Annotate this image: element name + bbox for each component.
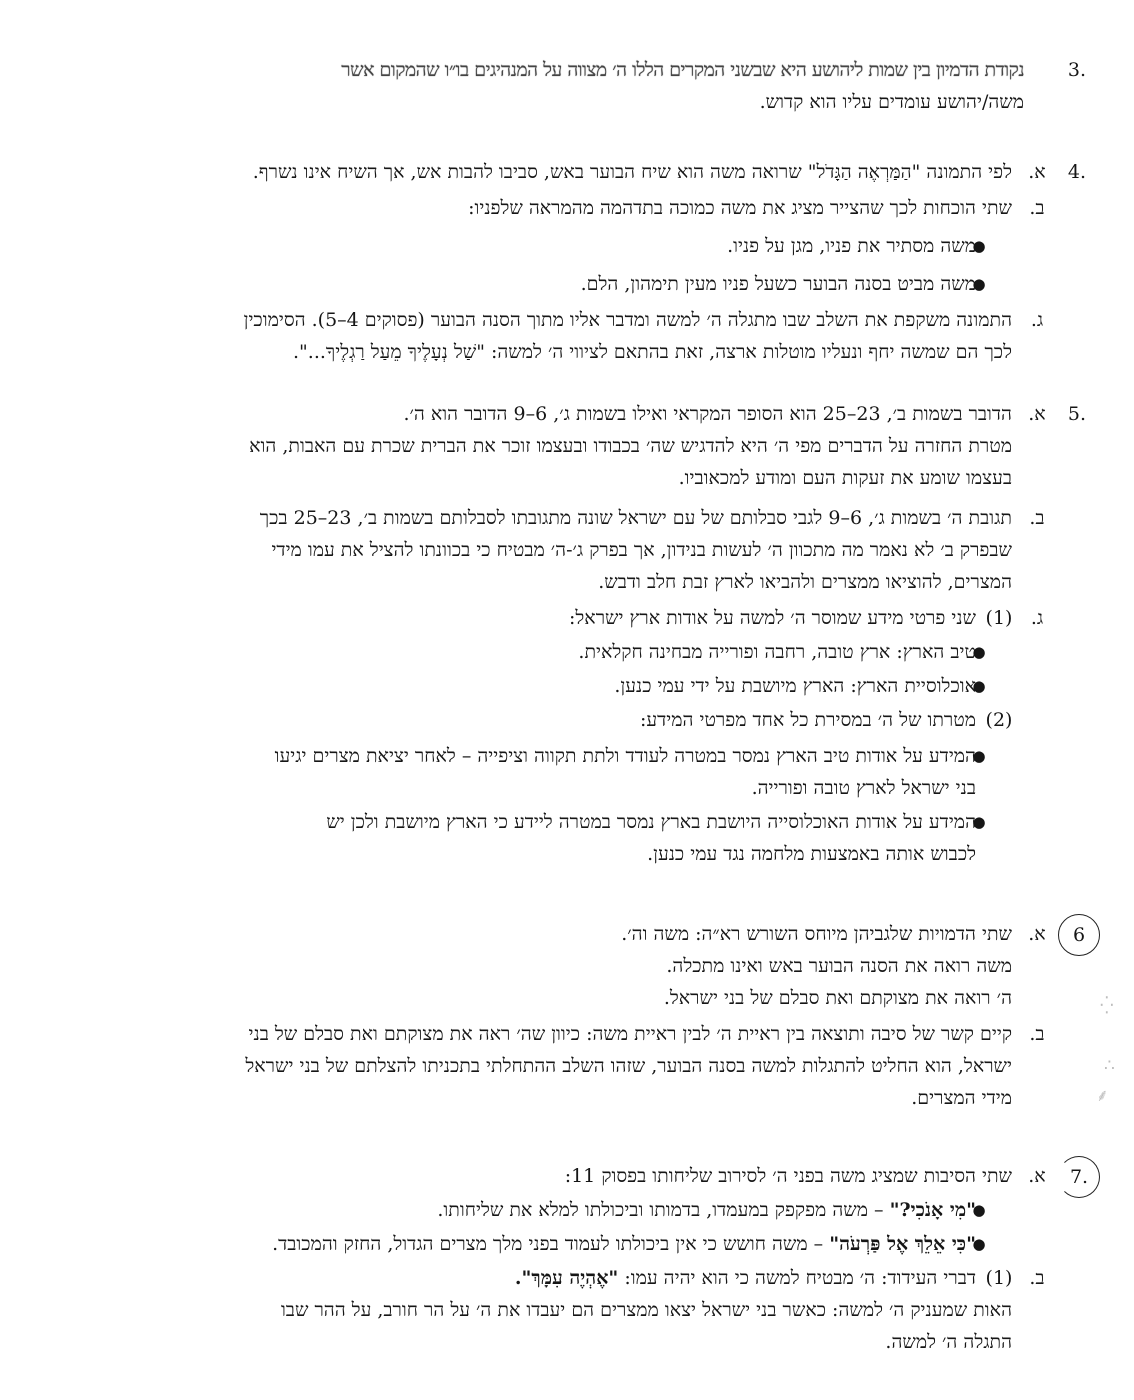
margin-scribble-icon: ⁛ xyxy=(1100,996,1114,1016)
bullet-text: המידע על אודות האוכלוסייה היושבת בארץ נמסר במטרה ליידע כי הארץ מיושבת ולכן יש xyxy=(326,811,976,833)
question-3 xyxy=(0,54,1134,118)
bullet-text: משה מביט בסנה הבוער כשעל פניו מעין תימהון, הלם. xyxy=(580,273,976,295)
answer-line: שתי הדמויות שלגביהן מיוחס השורש רא״ה: משה וה׳. xyxy=(621,923,1012,945)
question-4 xyxy=(0,156,1134,368)
part-letter: ב. xyxy=(1029,197,1045,219)
part-letter: א. xyxy=(1028,923,1046,945)
bullet-explanation: – משה מפקפק במעמדו, בדמותו וביכולתו למלא את שליחותו. xyxy=(437,1199,890,1221)
part-letter: א. xyxy=(1028,403,1046,425)
answer-line: משה רואה את הסנה הבוער באש ואינו מתכלה. xyxy=(666,955,1012,977)
answer-line: ישראל, הוא החליט להתגלות למשה בסנה הבוער, שזהו השלב ההתחלתי בתכניתו להצלתם של בני ישראל xyxy=(245,1055,1012,1077)
bullet-icon: ● xyxy=(972,275,986,293)
answer-line: תגובת ה׳ בשמות ג׳, 6–9 לגבי סבלותם של עם ישראל שונה מתגובתו לסבלותם בשמות ב׳, 23–25 בכך xyxy=(259,507,1012,529)
answer-line: קיים קשר של סיבה ותוצאה בין ראיית ה׳ לבין ראיית משה: כיוון שה׳ ראה את מצוקתם ואת סבלם של בני xyxy=(248,1023,1012,1045)
bullet-text: טיב הארץ: ארץ טובה, רחבה ופורייה מבחינה חקלאית. xyxy=(578,641,976,663)
answer-line: מטרת החזרה על הדברים מפי ה׳ היא להדגיש שה׳ בכבודו ובעצמו זוכר את הברית שכרת עם האבות, הוא xyxy=(249,435,1012,457)
answer-line: שבפרק ב׳ לא נאמר מה מתכוון ה׳ לעשות בנידון, אך בפרק ג׳-ה׳ מבטיח כי בכוונתו להציל את עמו מידי xyxy=(271,539,1012,561)
bullet-text: בני ישראל לארץ טובה ופורייה. xyxy=(751,777,976,799)
bullet-icon: ● xyxy=(972,1235,986,1253)
answer-line: ה׳ רואה את מצוקתם ואת סבלם של בני ישראל. xyxy=(663,987,1012,1009)
part-letter: ג. xyxy=(1030,607,1044,629)
question-5 xyxy=(0,398,1134,870)
answer-line: התמונה משקפת את השלב שבו מתגלה ה׳ למשה ומדבר אליו מתוך הסנה הבוער (פסוקים 4–5). הסימוכין xyxy=(243,309,1012,331)
answer-line: בעצמו שומע את זעקות העם ומודע למכאוביו. xyxy=(678,467,1012,489)
margin-scribble-icon: ⸙ xyxy=(1096,1086,1109,1106)
bullet-icon: ● xyxy=(972,1201,986,1219)
answer-line: מטרתו של ה׳ במסירת כל אחד מפרטי המידע: xyxy=(639,709,976,731)
quote-text: "כִּי אֵלֵךְ אֶל פַּרְעֹה" xyxy=(829,1233,976,1255)
bullet-icon: ● xyxy=(972,677,986,695)
part-letter: ב. xyxy=(1029,1267,1045,1289)
answer-line: מידי המצרים. xyxy=(911,1087,1012,1109)
answer-line: לכך הם שמשה יחף ונעליו מוטלות ארצה, זאת בהתאם לציווי ה׳ למשה: "שַׁל נְעָלֶיךָ מֵעַל רַגְלֶיךָ...". xyxy=(293,341,1012,363)
question-number: .5 xyxy=(1067,403,1087,425)
bullet-icon: ● xyxy=(972,237,986,255)
margin-scribble-icon: ∴ xyxy=(1104,1056,1115,1076)
question-number: .3 xyxy=(1067,59,1087,81)
part-letter: ב. xyxy=(1029,1023,1045,1045)
answer-line: התגלה ה׳ למשה. xyxy=(885,1331,1012,1353)
answer-line: המצרים, להוציאו ממצרים ולהביאו לארץ זבת חלב ודבש. xyxy=(598,571,1012,593)
part-letter: א. xyxy=(1028,161,1046,183)
bullet-icon: ● xyxy=(972,747,986,765)
subpart-number: (1) xyxy=(985,607,1013,629)
bullet-icon: ● xyxy=(972,643,986,661)
quote-text: "אֶהְיֶה עִמָּךְ". xyxy=(514,1267,619,1289)
subpart-number: (2) xyxy=(985,709,1013,731)
bullet-text xyxy=(90,1228,976,1260)
answer-line: הדובר בשמות ב׳, 23–25 הוא הסופר המקראי ואילו בשמות ג׳, 6–9 הדובר הוא ה׳. xyxy=(403,403,1012,425)
encouragement-text: דברי העידוד: ה׳ מבטיח למשה כי הוא יהיה עמו: xyxy=(618,1267,976,1289)
question-7 xyxy=(0,1160,1134,1358)
answer-line xyxy=(90,1262,976,1294)
answer-line: שני פרטי מידע שמוסר ה׳ למשה על אודות ארץ ישראל: xyxy=(569,607,976,629)
bullet-text: המידע על אודות טיב הארץ נמסר במטרה לעודד ולתת תקווה וציפייה – לאחר יציאת מצרים יגיעו xyxy=(274,745,976,767)
answer-line: שתי הוכחות לכך שהצייר מציג את משה כמוכה בתדהמה מהמראה שלפניו: xyxy=(468,197,1012,219)
subpart-number: (1) xyxy=(985,1267,1013,1289)
bullet-explanation: – משה חושש כי אין ביכולתו לעמוד בפני מלך מצרים הגדול, החזק והמכובד. xyxy=(272,1233,830,1255)
bullet-text: לכבוש אותה באמצעות מלחמה נגד עמי כנען. xyxy=(647,843,976,865)
part-letter: א. xyxy=(1028,1165,1046,1187)
answer-line: משה/יהושע עומדים עליו הוא קדוש. xyxy=(759,91,1024,113)
answer-line: שתי הסיבות שמציג משה בפני ה׳ לסירוב שליחותו בפסוק 11: xyxy=(564,1165,1012,1187)
answer-line: נקודת הדמיון בין שמות ליהושע היא שבשני המקרים הללו ה׳ מצווה על המנהיגים בו״ו שהמקום אשר xyxy=(341,59,1024,81)
bullet-text xyxy=(90,1194,976,1226)
bullet-text: אוכלוסיית הארץ: הארץ מיושבת על ידי עמי כנען. xyxy=(614,675,976,697)
part-letter: ב. xyxy=(1029,507,1045,529)
part-letter: ג. xyxy=(1030,309,1044,331)
question-6 xyxy=(0,918,1134,1114)
quote-text: "מִי אָנֹכִי?" xyxy=(889,1199,976,1221)
answer-line: האות שמעניק ה׳ למשה: כאשר בני ישראל יצאו ממצרים הם יעבדו את ה׳ על הר חורב, על ההר שבו xyxy=(280,1299,1012,1321)
question-number-circled: .7 xyxy=(1058,1156,1100,1198)
bullet-icon: ● xyxy=(972,813,986,831)
question-number: .4 xyxy=(1067,161,1087,183)
answer-line: לפי התמונה "הַמַּרְאֶה הַגָּדֹל" שרואה משה הוא שיח הבוער באש, סביבו להבות אש, אך השיח אינו נשרף. xyxy=(252,161,1012,183)
bullet-text: משה מסתיר את פניו, מגן על פניו. xyxy=(727,235,976,257)
question-number-circled: 6 xyxy=(1058,914,1100,956)
